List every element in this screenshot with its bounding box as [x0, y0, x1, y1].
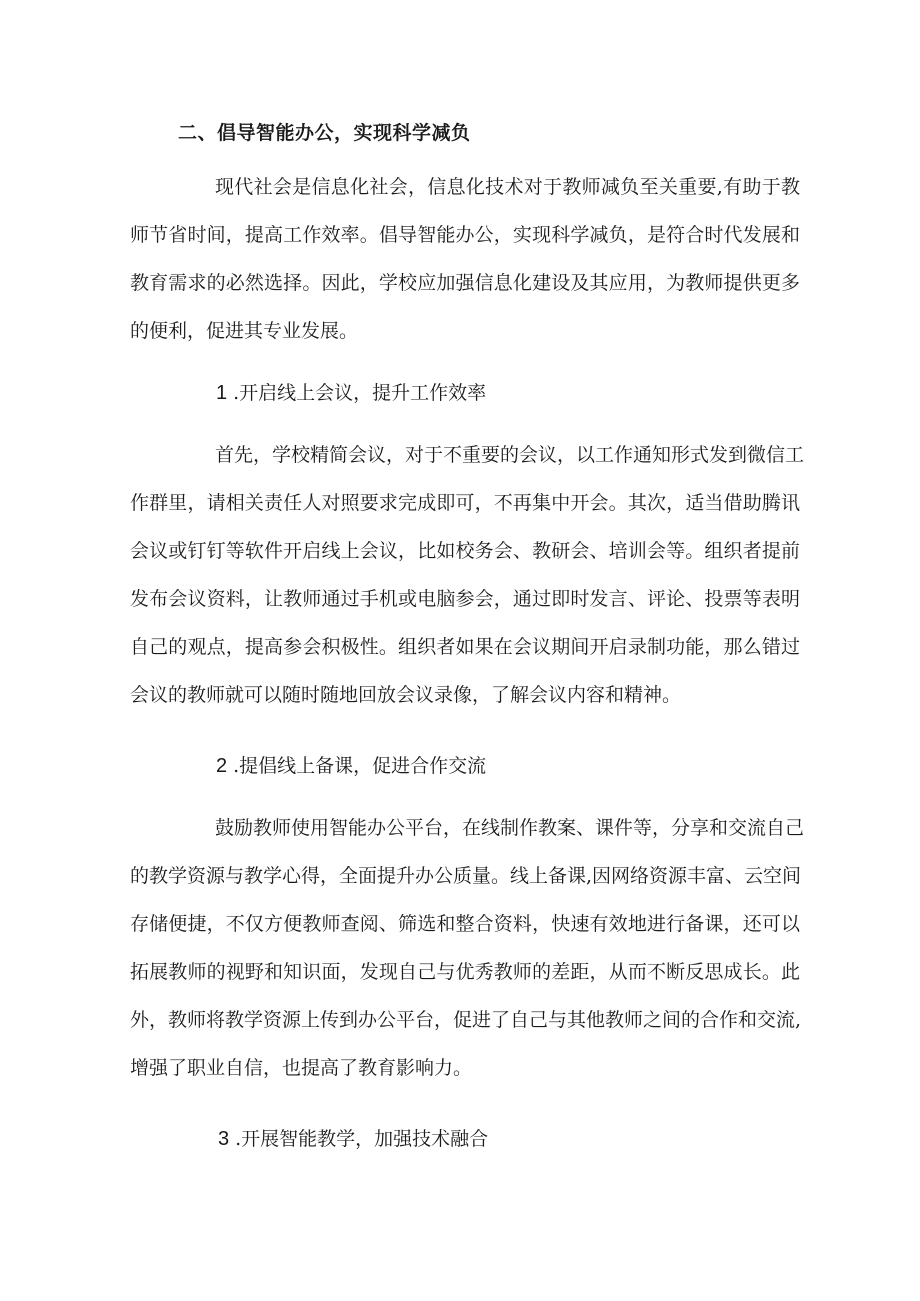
paragraph-line: 的教学资源与教学心得，全面提升办公质量。线上备课,因网络资源丰富、云空间: [130, 865, 802, 887]
paragraph-online-meetings: [130, 431, 805, 719]
subheading-1: [216, 378, 486, 405]
subheading-number: 2: [216, 755, 228, 777]
paragraph-line: 会议的教师就可以随时随地回放会议录像，了解会议内容和精神。: [130, 684, 682, 706]
paragraph-line: 自己的观点，提高参会积极性。组织者如果在会议期间开启录制功能，那么错过: [130, 636, 800, 658]
paragraph-line: 存储便捷，不仅方便教师查阅、筛选和整合资料，快速有效地进行备课，还可以: [130, 913, 800, 935]
paragraph-line: 的便利，促进其专业发展。: [130, 320, 359, 342]
subheading-number: 1: [216, 382, 228, 404]
paragraph-line: 增强了职业自信，也提高了教育影响力。: [130, 1057, 473, 1079]
paragraph-online-lesson-prep: [130, 804, 805, 1092]
paragraph-line: 作群里，请相关责任人对照要求完成即可，不再集中开会。其次，适当借助腾讯: [130, 492, 800, 514]
paragraph-line: 会议或钉钉等软件开启线上会议，比如校务会、教研会、培训会等。组织者提前: [130, 540, 800, 562]
paragraph-line: 发布会议资料，让教师通过手机或电脑参会，通过即时发言、评论、投票等表明: [130, 588, 800, 610]
paragraph-line: 现代社会是信息化社会，信息化技术对于教师减负至关重要,有助于教: [215, 176, 800, 198]
subheading-title: .开展智能教学，加强技术融合: [235, 1128, 489, 1150]
subheading-title: .提倡线上备课，促进合作交流: [233, 755, 487, 777]
subheading-3: [218, 1124, 488, 1151]
paragraph-line: 拓展教师的视野和知识面，发现自己与优秀教师的差距，从而不断反思成长。此: [130, 961, 800, 983]
subheading-number: 3: [218, 1128, 230, 1150]
subheading-title: .开启线上会议，提升工作效率: [233, 382, 487, 404]
paragraph-line: 教育需求的必然选择。因此，学校应加强信息化建设及其应用，为教师提供更多: [130, 272, 800, 294]
paragraph-intro: [130, 163, 800, 355]
subheading-2: [216, 751, 486, 778]
section-heading: 二、倡导智能办公，实现科学减负: [178, 122, 471, 144]
paragraph-line: 首先，学校精简会议，对于不重要的会议，以工作通知形式发到微信工: [215, 444, 805, 466]
paragraph-line: 师节省时间，提高工作效率。倡导智能办公，实现科学减负，是符合时代发展和: [130, 224, 800, 246]
paragraph-line: 外，教师将教学资源上传到办公平台，促进了自己与其他教师之间的合作和交流,: [130, 1009, 802, 1031]
paragraph-line: 鼓励教师使用智能办公平台，在线制作教案、课件等，分享和交流自己: [215, 817, 805, 839]
